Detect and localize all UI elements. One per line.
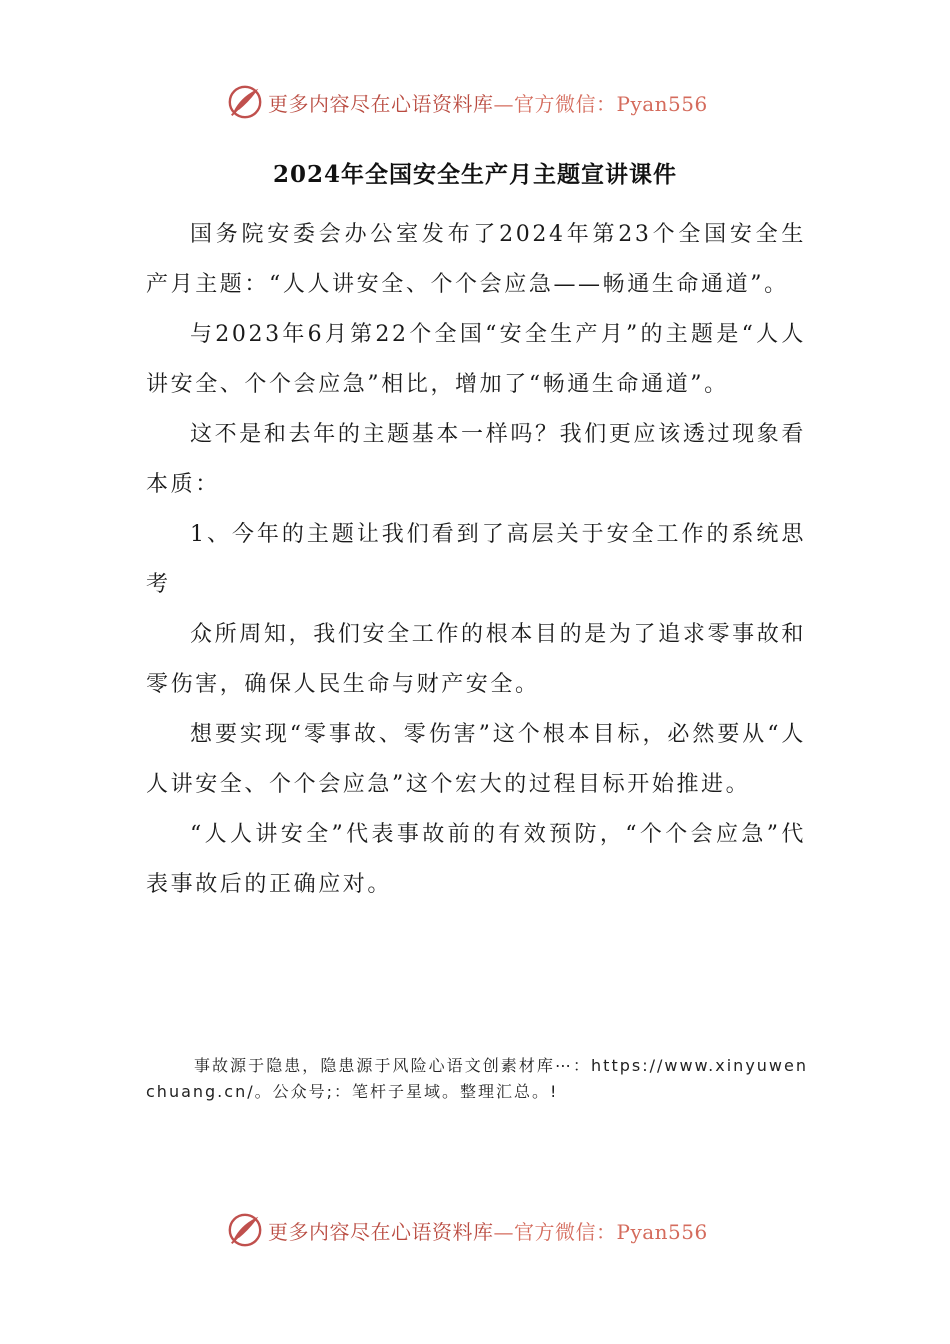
paragraph: 想要实现“零事故、零伤害”这个根本目标，必然要从“人人讲安全、个个会应急”这个宏大的过程目标开始推进。 [146,722,806,797]
paragraph: 1、今年的主题让我们看到了高层关于安全工作的系统思考 [146,522,806,597]
document-title: 2024年全国安全生产月主题宣讲课件 [272,161,677,188]
banner-label [268,88,708,117]
banner-text-tail: —官方微信：Pyan556 [493,91,708,116]
paragraph: 国务院安委会办公室发布了2024年第23个全国安全生产月主题：“人人讲安全、个个会应急——畅通生命通道”。 [146,222,806,297]
paragraph: 众所周知，我们安全工作的根本目的是为了追求零事故和零伤害，确保人民生命与财产安全。 [146,622,806,697]
paragraph: 与2023年6月第22个全国“安全生产月”的主题是“人人讲安全、个个会应急”相比，增加了“畅通生命通道”。 [146,322,806,397]
quill-logo-icon [226,1211,264,1249]
banner-label [268,1216,708,1245]
paragraph: “人人讲安全”代表事故前的有效预防，“个个会应急”代表事故后的正确应对。 [146,822,806,897]
banner-text-tail: —官方微信：Pyan556 [493,1219,708,1244]
header-banner [226,80,708,124]
banner-text-cn: 更多内容尽在心语资料库 [268,1219,494,1244]
quill-logo-icon [226,83,264,121]
paragraph: 这不是和去年的主题基本一样吗？我们更应该透过现象看本质： [146,422,806,497]
document-body [146,210,806,910]
banner-text-cn: 更多内容尽在心语资料库 [268,91,494,116]
footnote-text: 事故源于隐患，隐患源于风险心语文创素材库⋯：https://www.xinyuwenchuang.cn/。公众号;：笔杆子星域。整理汇总。! [146,1056,808,1101]
footer-banner [226,1208,708,1252]
